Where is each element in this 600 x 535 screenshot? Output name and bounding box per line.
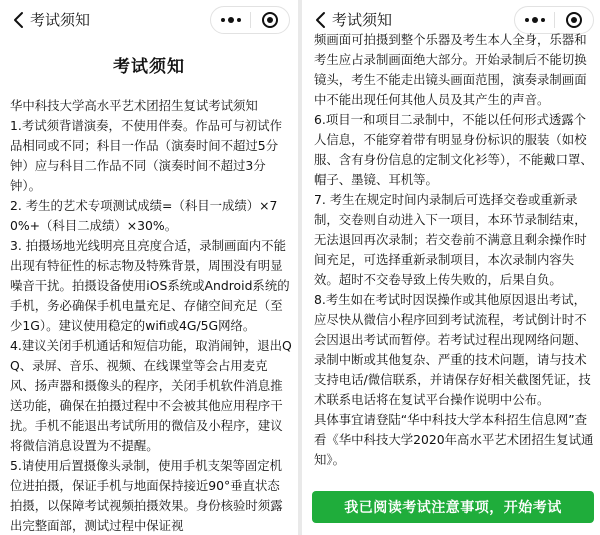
notice-item-6: 6.项目一和项目二录制中，不能以任何形式透露个人信息，不能穿着带有明显身份标识的服装（如校服、含有身份信息的定制文化衫等），不能戴口罩、帽子、墨镜、耳机等。 xyxy=(314,112,593,187)
left-screen xyxy=(0,0,298,535)
more-dots-icon[interactable] xyxy=(211,6,250,34)
notice-item-5-cont: 频画面可拍摄到整个乐器及考生本人全身，乐器和考生应占录制画面绝大部分。开始录制后不能切换镜头，考生不能走出镜头画面范围，演奏录制画面中不能出现任何其他人员及其产生的声音。 xyxy=(314,32,587,107)
notice-item-8: 8.考生如在考试时因误操作或其他原因退出考试，应尽快从微信小程序回到考试流程，考试倒计时不会因退出考试而暂停。若考试过程出现网络问题、录制中断或其他复杂、严重的技术问题，请与技术支持电话/微信联系，并请保存好相关截图凭证，技术联系电话将在复试平台操作说明中公布。 xyxy=(314,292,591,407)
notice-footer: 具体事宜请登陆“华中科技大学本科招生信息网”查看《华中科技大学2020年高水平艺术团招生复试通知》。 xyxy=(314,412,594,467)
notice-item-7: 7. 考生在规定时间内录制后可选择交卷或重新录制，交卷则自动进入下一项目，本环节录制结束，无法退回再次录制；若交卷前不满意且剩余操作时间充足，可选择重新录制项目，本次录制内容失效。超时不交卷导致上传失败的，后果自负。 xyxy=(314,192,587,287)
notice-content[interactable] xyxy=(10,96,292,535)
back-icon[interactable] xyxy=(8,6,30,34)
nav-title: 考试须知 xyxy=(332,11,393,29)
notice-item-2: 2. 考生的艺术专项测试成绩=（科目一成绩）×70%+（科目二成绩）×30%。 xyxy=(10,198,278,233)
miniprogram-capsule xyxy=(210,6,290,34)
miniprogram-close-icon[interactable] xyxy=(251,6,289,34)
notice-item-3: 3. 拍摄场地光线明亮且亮度合适，录制画面内不能出现有特征性的标志物及特殊背景，周围没有明显噪音干扰。拍摄设备使用iOS系统或Android系统的手机，务必确保手机电量充足、存储空间充足（至少1G）。建议使用稳定的wifi或4G/5G网络。 xyxy=(10,238,290,333)
notice-item-4: 4.建议关闭手机通话和短信功能，取消闹钟，退出QQ、录屏、音乐、视频、在线课堂等会占用麦克风、扬声器和摄像头的程序，关闭手机软件消息推送功能，确保在拍摄过程中不会被其他应用程序干扰。手机不能退出考试所用的微信及小程序，建议将微信消息设置为不提醒。 xyxy=(10,338,292,453)
nav-title: 考试须知 xyxy=(30,11,91,29)
notice-content[interactable] xyxy=(314,30,594,470)
notice-item-1: 1.考试须背谱演奏，不使用伴奏。作品可与初试作品相同或不同；科目一作品（演奏时间不超过5分钟）应与科目二作品不同（演奏时间不超过3分钟）。 xyxy=(10,118,283,193)
notice-item-5: 5.请使用后置摄像头录制，使用手机支架等固定机位进拍摄，保证手机与地面保持接近90°垂直状态拍摄，以保障考试视频拍摄效果。身份核验时须露出完整面部，测试过程中保证视 xyxy=(10,458,283,533)
page-title: 考试须知 xyxy=(113,57,185,77)
right-screen xyxy=(302,0,600,535)
notice-heading: 华中科技大学高水平艺术团招生复试考试须知 xyxy=(10,98,258,113)
start-exam-button[interactable]: 我已阅读考试注意事项，开始考试 xyxy=(312,491,594,523)
nav-bar xyxy=(0,0,298,40)
